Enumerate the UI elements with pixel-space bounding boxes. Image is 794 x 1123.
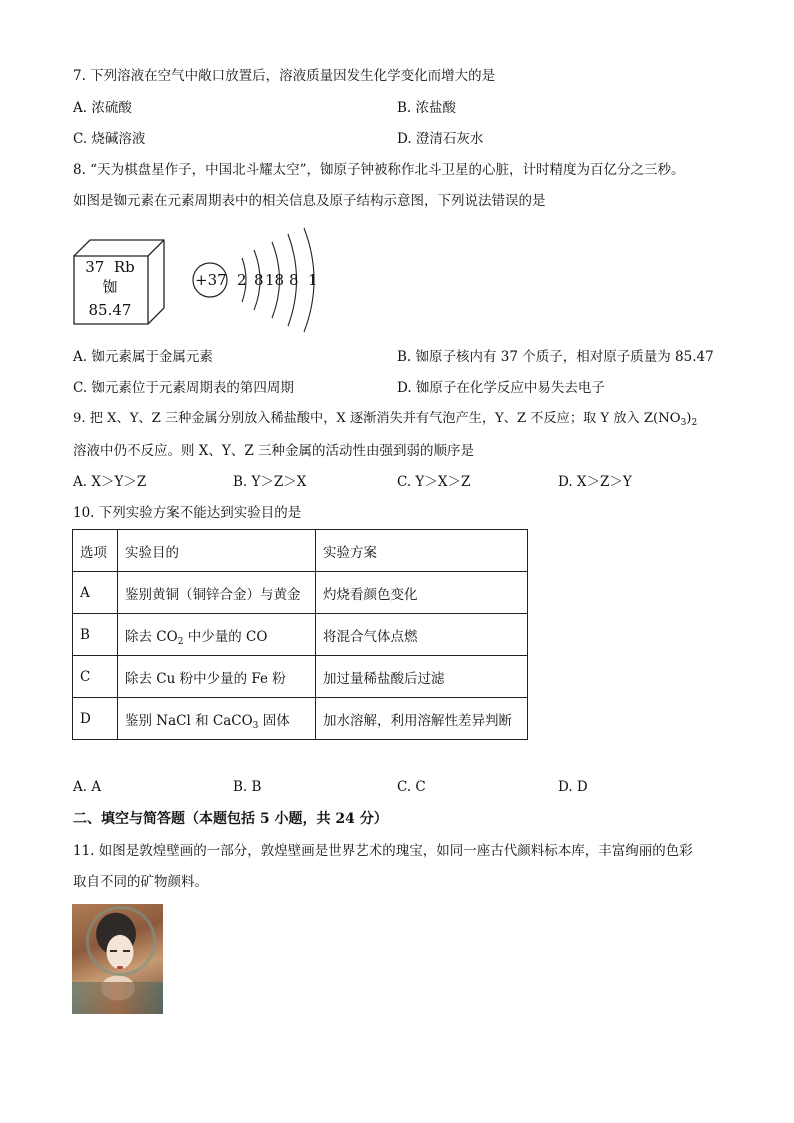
q11-stem-line2: 取自不同的矿物颜料。 bbox=[73, 874, 208, 890]
shell-1-electrons: 2 bbox=[237, 271, 247, 289]
row-d-goal-text: 鉴别 NaCl 和 CaCO bbox=[125, 712, 253, 729]
left-eye-shape bbox=[110, 950, 117, 952]
header-goal: 实验目的 bbox=[118, 530, 316, 572]
q8-stem-line1: 8. “天为棋盘星作子，中国北斗耀太空”，铷原子钟被称作北斗卫星的心脏，计时精度为百亿分之三秒。 bbox=[73, 162, 685, 178]
shell-2-electrons: 8 bbox=[254, 271, 264, 289]
shell-4-electrons: 8 bbox=[289, 271, 299, 289]
q8-option-c: C. 铷元素位于元素周期表的第四周期 bbox=[73, 380, 294, 396]
table-row bbox=[73, 698, 528, 740]
q9-option-c: C. Y＞X＞Z bbox=[397, 474, 471, 490]
table-row bbox=[73, 614, 528, 656]
header-plan: 实验方案 bbox=[316, 530, 528, 572]
nucleus-charge: +37 bbox=[195, 271, 227, 289]
element-symbol: Rb bbox=[113, 258, 135, 276]
row-a-plan: 灼烧看颜色变化 bbox=[316, 572, 528, 614]
q9-option-d: D. X＞Z＞Y bbox=[558, 474, 632, 490]
q7-option-b: B. 浓盐酸 bbox=[397, 100, 457, 116]
row-b-goal bbox=[118, 614, 316, 656]
row-d-goal-rest: 固体 bbox=[258, 712, 290, 729]
q9-stem-text: 9. 把 X、Y、Z 三种金属分别放入稀盐酸中，X 逐渐消失并有气泡产生，Y、Z 不反应；取 Y 放入 Z(NO bbox=[73, 411, 681, 426]
q9-stem-line1 bbox=[73, 409, 697, 429]
q9-subscript-2: 2 bbox=[691, 418, 698, 428]
atomic-structure-diagram bbox=[190, 226, 330, 334]
header-option: 选项 bbox=[73, 530, 118, 572]
q10-option-a: A. A bbox=[73, 779, 102, 795]
q9-stem-line2: 溶液中仍不反应。则 X、Y、Z 三种金属的活动性由强到弱的顺序是 bbox=[73, 443, 474, 459]
row-c-goal: 除去 Cu 粉中少量的 Fe 粉 bbox=[118, 656, 316, 698]
row-d-goal bbox=[118, 698, 316, 740]
table-row bbox=[73, 656, 528, 698]
row-b-goal-rest: 中少量的 CO bbox=[183, 628, 268, 645]
row-c-option: C bbox=[73, 656, 118, 698]
q7-option-d: D. 澄清石灰水 bbox=[397, 131, 484, 147]
experiment-table bbox=[72, 529, 528, 740]
row-d-subscript: 3 bbox=[252, 720, 259, 731]
row-b-goal-text: 除去 CO bbox=[125, 628, 178, 645]
row-c-plan: 加过量稀盐酸后过滤 bbox=[316, 656, 528, 698]
shell-5-electrons: 1 bbox=[308, 271, 318, 289]
row-b-plan: 将混合气体点燃 bbox=[316, 614, 528, 656]
table-header-row bbox=[73, 530, 528, 572]
q7-option-c: C. 烧碱溶液 bbox=[73, 131, 146, 147]
q7-option-a: A. 浓硫酸 bbox=[73, 100, 132, 116]
element-name: 铷 bbox=[102, 278, 118, 296]
atomic-number: 37 bbox=[85, 258, 105, 276]
shell-3-electrons: 18 bbox=[265, 271, 285, 289]
cell-number-symbol bbox=[74, 257, 146, 277]
right-eye-shape bbox=[123, 950, 130, 952]
q8-option-d: D. 铷原子在化学反应中易失去电子 bbox=[397, 380, 605, 396]
row-d-option: D bbox=[73, 698, 118, 740]
q8-stem-line2: 如图是铷元素在元素周期表中的相关信息及原子结构示意图，下列说法错误的是 bbox=[73, 193, 546, 209]
drapery-shape bbox=[72, 982, 163, 1014]
q11-stem-line1: 11. 如图是敦煌壁画的一部分，敦煌壁画是世界艺术的瑰宝，如同一座古代颜料标本库，丰富绚丽的色彩 bbox=[73, 843, 693, 859]
q7-stem: 7. 下列溶液在空气中敞口放置后，溶液质量因发生化学变化而增大的是 bbox=[73, 68, 496, 84]
q9-option-b: B. Y＞Z＞X bbox=[233, 474, 307, 490]
section-heading: 二、填空与简答题（本题包括 5 小题，共 24 分） bbox=[73, 811, 388, 827]
q9-option-a: A. X＞Y＞Z bbox=[73, 474, 147, 490]
q10-option-c: C. C bbox=[397, 779, 426, 795]
periodic-table-cell bbox=[72, 238, 166, 326]
row-b-option: B bbox=[73, 614, 118, 656]
q8-option-b: B. 铷原子核内有 37 个质子，相对原子质量为 85.47 bbox=[397, 349, 714, 365]
q9-subscript-3: 3 bbox=[680, 418, 687, 428]
q10-stem: 10. 下列实验方案不能达到实验目的是 bbox=[73, 505, 302, 521]
row-a-option: A bbox=[73, 572, 118, 614]
row-b-subscript: 2 bbox=[177, 636, 184, 647]
row-d-plan: 加水溶解，利用溶解性差异判断 bbox=[316, 698, 528, 740]
q9-paren: ) bbox=[686, 411, 692, 426]
atomic-mass: 85.47 bbox=[88, 301, 132, 319]
q8-option-a: A. 铷元素属于金属元素 bbox=[73, 349, 213, 365]
row-a-goal: 鉴别黄铜（铜锌合金）与黄金 bbox=[118, 572, 316, 614]
dunhuang-mural-image bbox=[72, 904, 163, 1014]
table-row bbox=[73, 572, 528, 614]
lips-shape bbox=[117, 966, 123, 969]
q10-option-b: B. B bbox=[233, 779, 262, 795]
q10-option-d: D. D bbox=[558, 779, 588, 795]
